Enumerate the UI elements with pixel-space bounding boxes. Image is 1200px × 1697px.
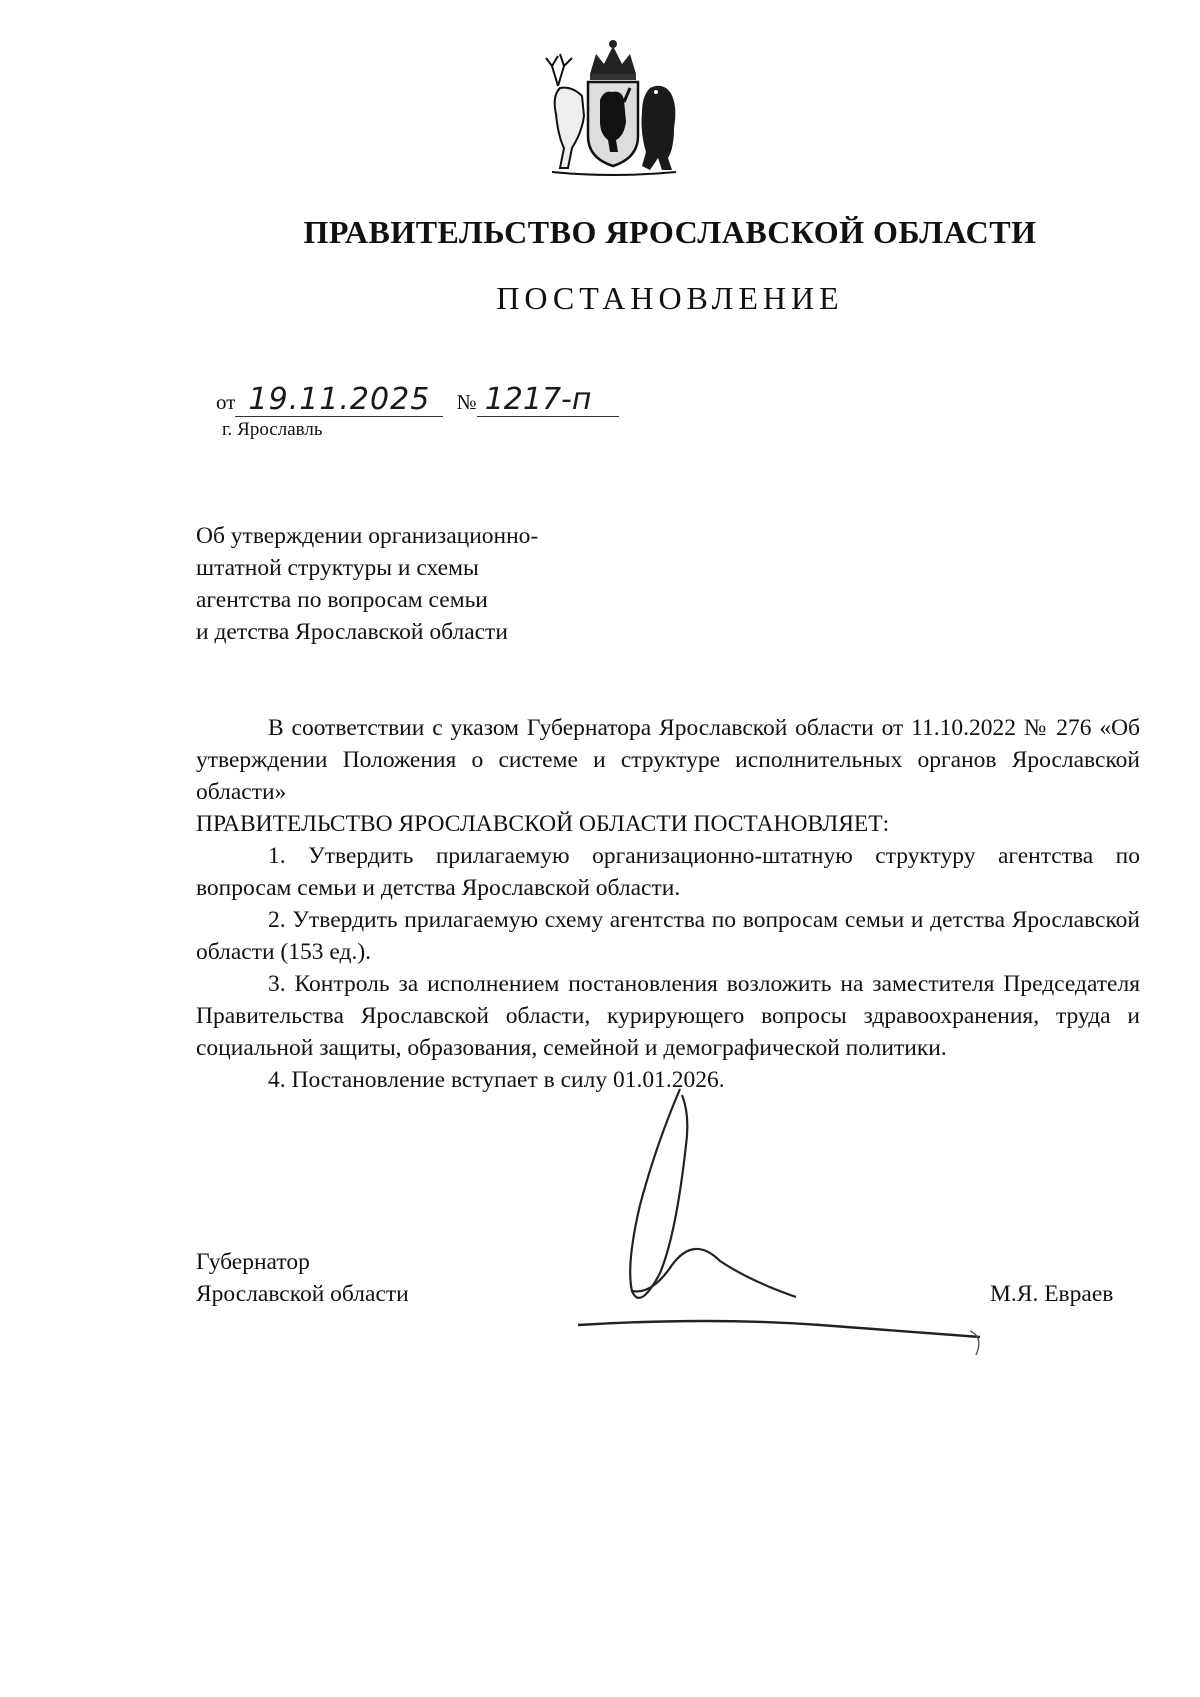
subject-line: штатной структуры и схемы xyxy=(196,555,479,581)
yaroslavl-coat-of-arms-icon xyxy=(538,36,688,186)
resolution-clause: ПРАВИТЕЛЬСТВО ЯРОСЛАВСКОЙ ОБЛАСТИ ПОСТАНОВЛЯЕТ: xyxy=(196,811,890,837)
preamble: В соответствии с указом Губернатора Ярославской области от 11.10.2022 № 276 «Об утверждении Положения о системе и структуре исполнительных органов Ярославской области» xyxy=(196,715,1140,805)
date-number-line xyxy=(216,384,619,417)
document-subject xyxy=(196,520,538,648)
document-date: 19.11.2025 xyxy=(235,384,443,417)
handwritten-signature-icon xyxy=(560,1085,1020,1385)
document-number: 1217-п xyxy=(477,384,619,417)
signatory-name: М.Я. Евраев xyxy=(990,1281,1114,1307)
date-label: от xyxy=(216,390,236,414)
subject-line: и детства Ярославской области xyxy=(196,619,508,645)
subject-line: Об утверждении организационно- xyxy=(196,523,539,549)
list-item: 1. Утвердить прилагаемую организационно-штатную структуру агентства по вопросам семьи и детства Ярославской области. xyxy=(196,843,1140,901)
list-item: 3. Контроль за исполнением постановления возложить на заместителя Председателя Правительства Ярославской области, курирующего вопросы здравоохранения, труда и социальной защиты, образования, семейной и демографической политики. xyxy=(196,971,1140,1061)
number-label: № xyxy=(456,390,477,414)
list-item: 4. Постановление вступает в силу 01.01.2026. xyxy=(268,1067,725,1093)
city: г. Ярославль xyxy=(222,419,323,440)
list-item: 2. Утвердить прилагаемую схему агентства по вопросам семьи и детства Ярославской области (153 ед.). xyxy=(196,907,1140,965)
position-line: Губернатор xyxy=(196,1249,310,1275)
document-body xyxy=(196,712,1140,1096)
subject-line: агентства по вопросам семьи xyxy=(196,587,488,613)
position-line: Ярославской области xyxy=(196,1281,409,1307)
signatory-position xyxy=(196,1246,409,1310)
document-type: ПОСТАНОВЛЕНИЕ xyxy=(496,280,844,316)
government-title: ПРАВИТЕЛЬСТВО ЯРОСЛАВСКОЙ ОБЛАСТИ xyxy=(303,214,1037,250)
